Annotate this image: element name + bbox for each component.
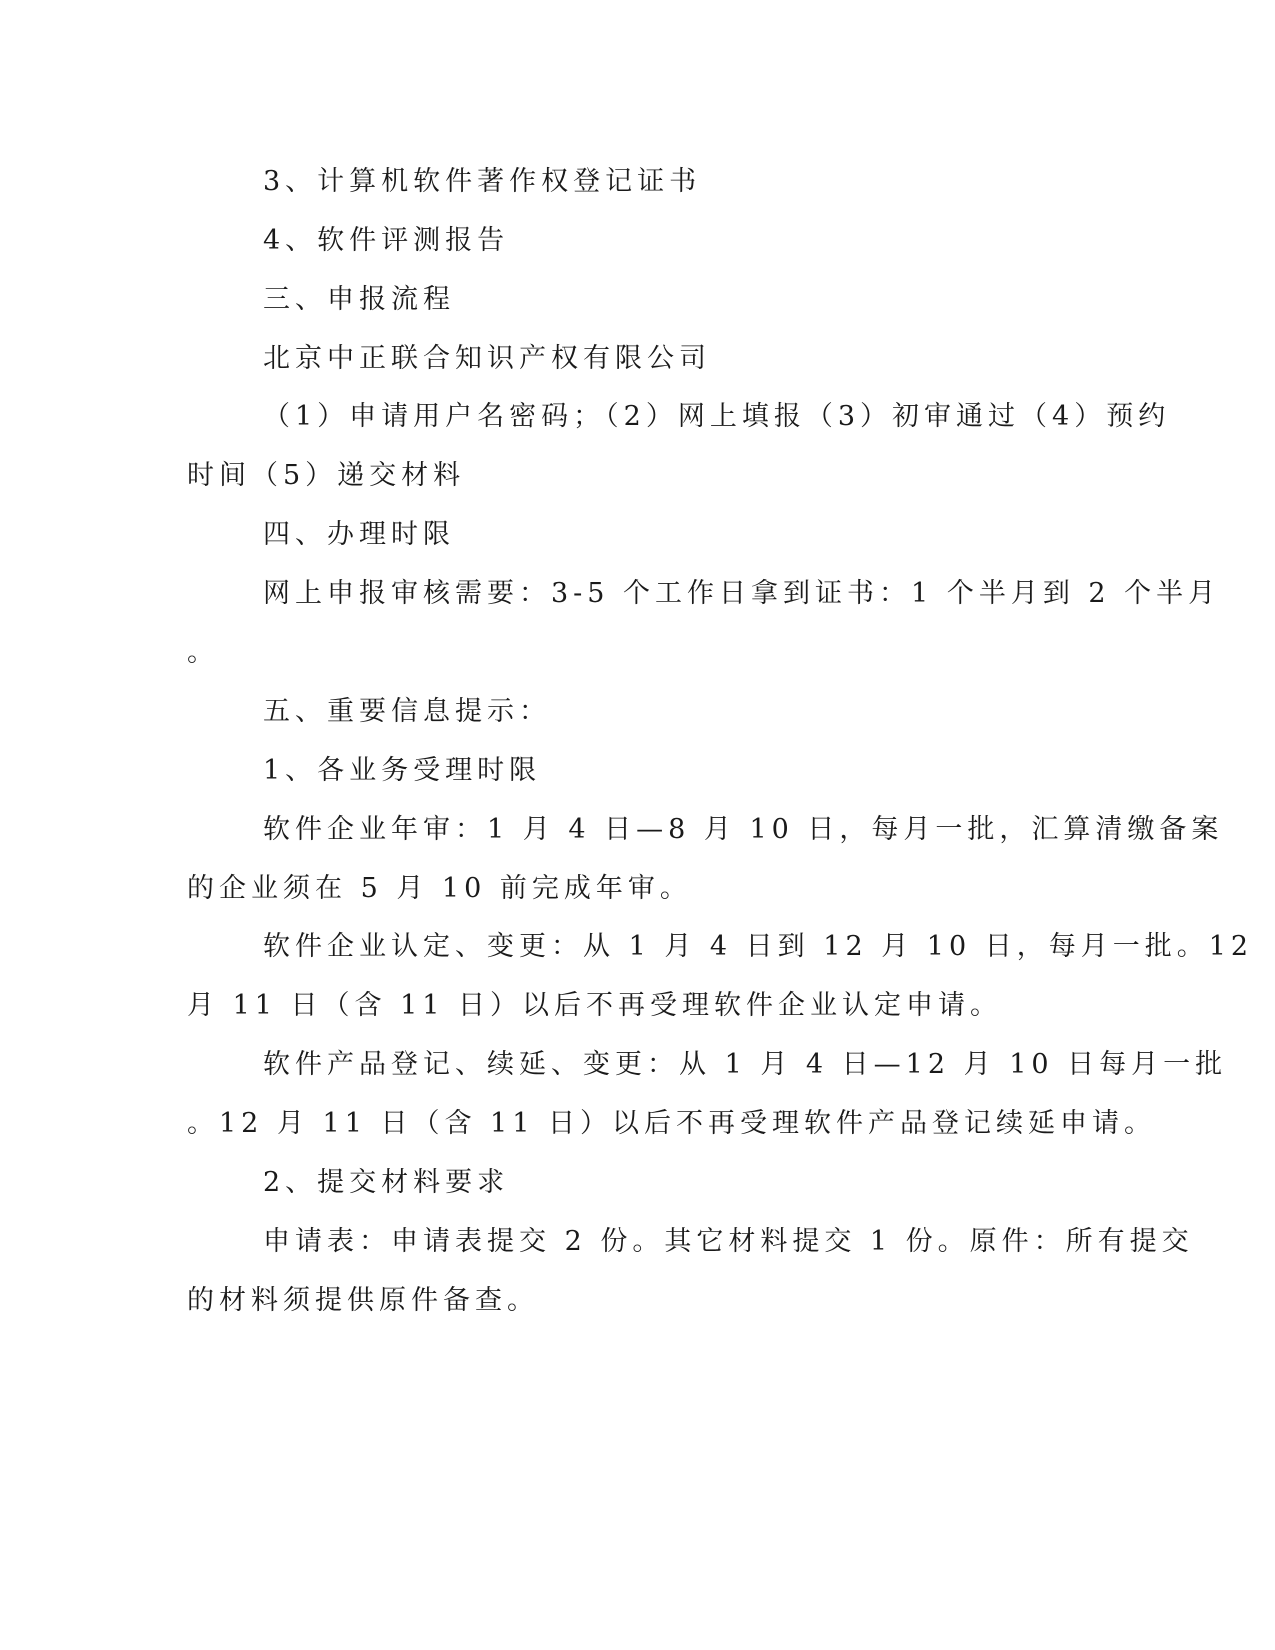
section-heading-processing-time: 四、办理时限 [263,519,455,550]
enterprise-certification-line-1: 软件企业认定、变更：从 1 月 4 日到 12 月 10 日，每月一批。12 [263,931,1254,962]
process-steps-line-1: （1）申请用户名密码；（2）网上填报（3）初审通过（4）预约 [263,401,1171,432]
list-item-software-test-report: 4、软件评测报告 [263,225,510,256]
process-steps-line-2: 时间（5）递交材料 [187,460,466,491]
section-heading-important-info: 五、重要信息提示： [263,696,551,727]
product-registration-line-2: 。12 月 11 日（含 11 日）以后不再受理软件产品登记续延申请。 [187,1108,1156,1139]
processing-time-line-2: 。 [187,637,219,668]
product-registration-line-1: 软件产品登记、续延、变更：从 1 月 4 日—12 月 10 日每月一批 [263,1049,1228,1080]
submission-requirements-line-2: 的材料须提供原件备查。 [187,1285,539,1316]
processing-time-line-1: 网上申报审核需要：3-5 个工作日拿到证书：1 个半月到 2 个半月 [263,578,1221,609]
company-name: 北京中正联合知识产权有限公司 [263,343,711,374]
list-item-software-copyright-certificate: 3、计算机软件著作权登记证书 [263,166,702,197]
submission-requirements-line-1: 申请表：申请表提交 2 份。其它材料提交 1 份。原件：所有提交 [263,1226,1194,1257]
annual-review-line-2: 的企业须在 5 月 10 前完成年审。 [187,873,692,904]
enterprise-certification-line-2: 月 11 日（含 11 日）以后不再受理软件企业认定申请。 [187,990,1003,1021]
subheading-submission-requirements: 2、提交材料要求 [263,1167,510,1198]
subheading-acceptance-deadlines: 1、各业务受理时限 [263,755,542,786]
section-heading-application-process: 三、申报流程 [263,284,455,315]
annual-review-line-1: 软件企业年审：1 月 4 日—8 月 10 日，每月一批，汇算清缴备案 [263,814,1224,845]
